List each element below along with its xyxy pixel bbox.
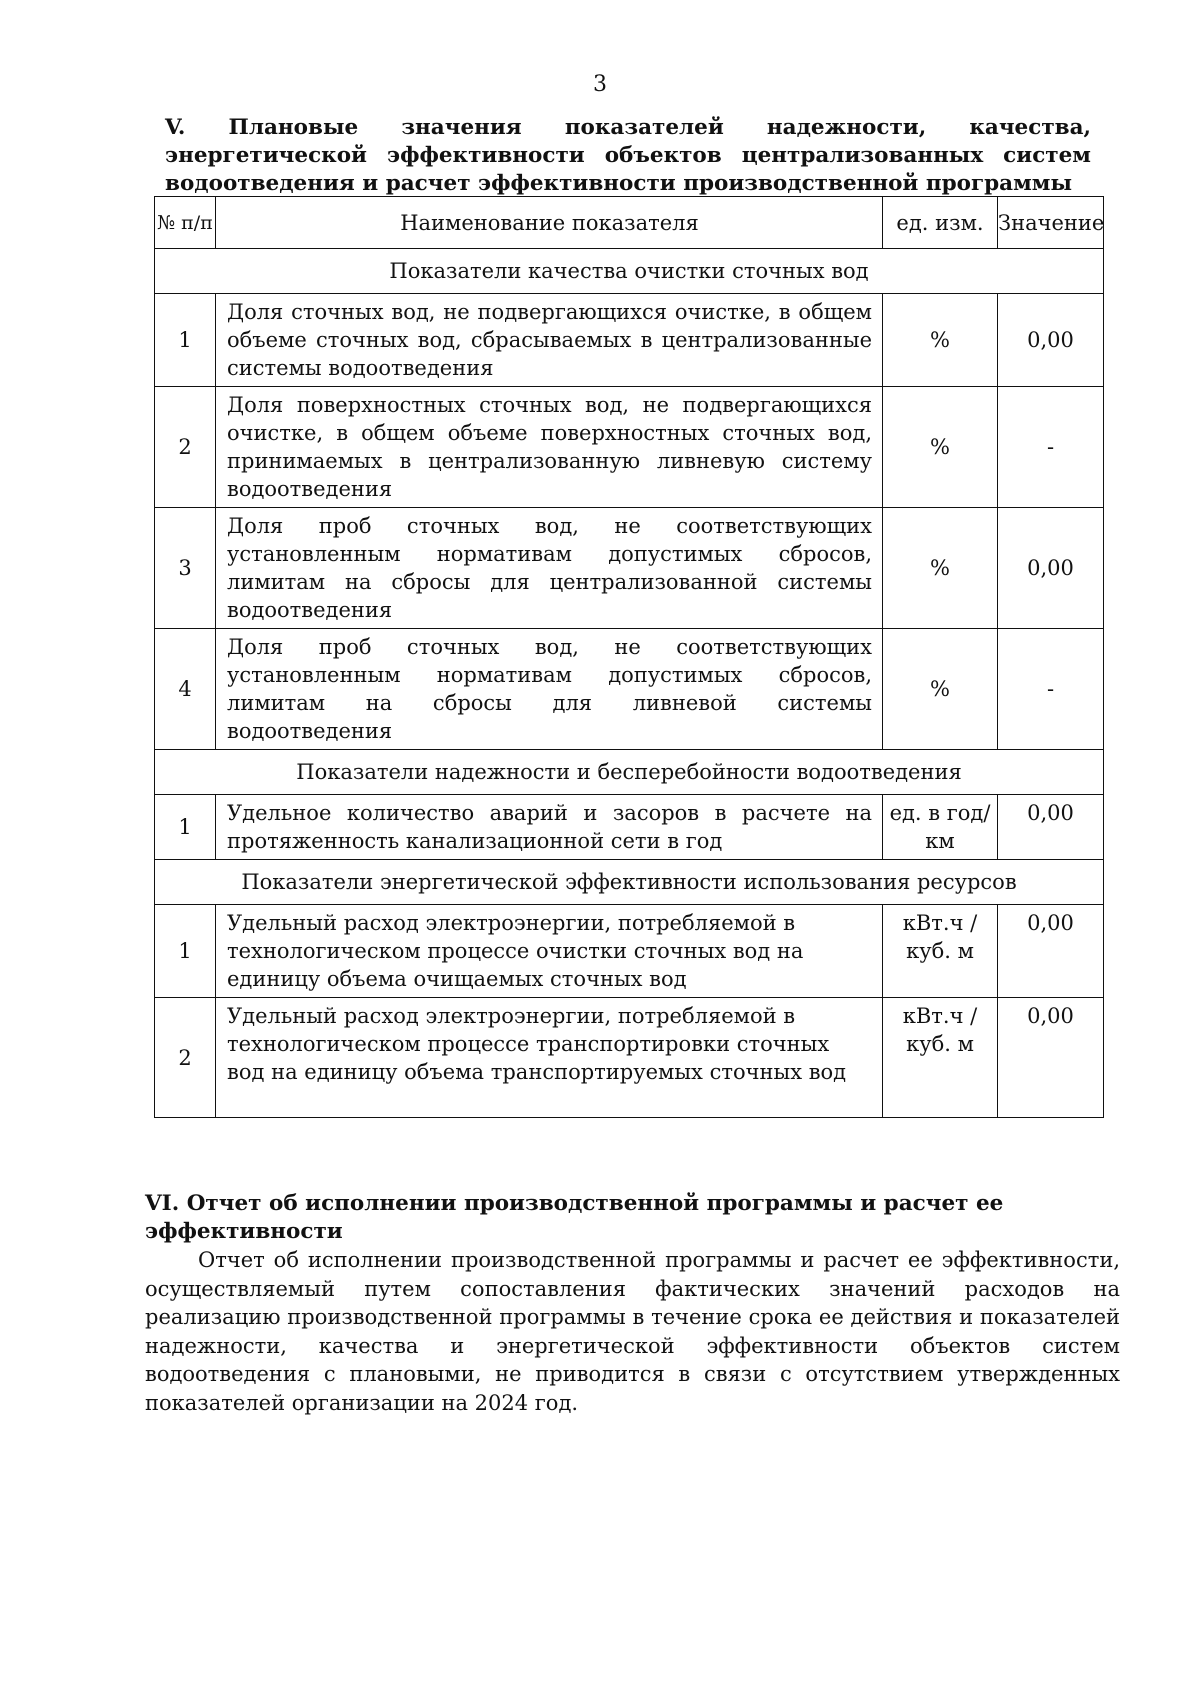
report-paragraph: Отчет об исполнении производственной программы и расчет ее эффективности, осуществляемый путем сопоставления фактических значений расходов на реализацию производственной программы в течение срока ее действия и показателей надежности, качества и энергетической эффективности объектов систем водоотведения с плановыми, не приводится в связи с отсутствием утвержденных показателей организации на 2024 год. [145, 1248, 1120, 1415]
header-name: Наименование показателя [216, 197, 883, 249]
page-number: 3 [593, 72, 607, 97]
row-num: 2 [155, 387, 216, 508]
row-num: 4 [155, 629, 216, 750]
row-unit: кВт.ч / куб. м [883, 998, 998, 1118]
row-name: Доля проб сточных вод, не соответствующих установленным нормативам допустимых сбросов, лимитам на сбросы для ливневой системы водоотведения [216, 629, 883, 750]
table-row [155, 795, 1104, 860]
indicators-table [154, 196, 1104, 1118]
row-num: 1 [155, 294, 216, 387]
row-unit: % [883, 629, 998, 750]
group-title-energy: Показатели энергетической эффективности использования ресурсов [155, 860, 1104, 905]
row-name: Доля сточных вод, не подвергающихся очистке, в общем объеме сточных вод, сбрасываемых в централизованные системы водоотведения [216, 294, 883, 387]
row-unit: кВт.ч / куб. м [883, 905, 998, 998]
row-num: 1 [155, 905, 216, 998]
group-row [155, 750, 1104, 795]
row-value: 0,00 [998, 508, 1104, 629]
table-row [155, 629, 1104, 750]
table-row [155, 998, 1104, 1118]
row-name: Удельный расход электроэнергии, потребляемой в технологическом процессе транспортировки сточных вод на единицу объема транспортируемых сточных вод [216, 998, 883, 1118]
row-num: 2 [155, 998, 216, 1118]
row-name: Удельный расход электроэнергии, потребляемой в технологическом процессе очистки сточных вод на единицу объема очищаемых сточных вод [216, 905, 883, 998]
table-header-row [155, 197, 1104, 249]
group-row [155, 249, 1104, 294]
row-value: - [998, 629, 1104, 750]
row-unit: ед. в год/ км [883, 795, 998, 860]
group-title-quality: Показатели качества очистки сточных вод [155, 249, 1104, 294]
table-row [155, 387, 1104, 508]
table-row [155, 294, 1104, 387]
row-name: Доля поверхностных сточных вод, не подвергающихся очистке, в общем объеме поверхностных сточных вод, принимаемых в централизованную ливневую систему водоотведения [216, 387, 883, 508]
row-value: 0,00 [998, 998, 1104, 1118]
row-name: Доля проб сточных вод, не соответствующих установленным нормативам допустимых сбросов, лимитам на сбросы для централизованной системы водоотведения [216, 508, 883, 629]
row-unit: % [883, 387, 998, 508]
group-row [155, 860, 1104, 905]
row-num: 3 [155, 508, 216, 629]
header-value: Значение [998, 197, 1104, 249]
row-value: - [998, 387, 1104, 508]
row-num: 1 [155, 795, 216, 860]
row-unit: % [883, 294, 998, 387]
header-unit: ед. изм. [883, 197, 998, 249]
row-name: Удельное количество аварий и засоров в расчете на протяженность канализационной сети в год [216, 795, 883, 860]
row-unit: % [883, 508, 998, 629]
row-value: 0,00 [998, 795, 1104, 860]
row-value: 0,00 [998, 905, 1104, 998]
table-row [155, 508, 1104, 629]
header-num: № п/п [155, 197, 216, 249]
table-row [155, 905, 1104, 998]
section-5-heading: V. Плановые значения показателей надежности, качества, энергетической эффективности объектов централизованных систем водоотведения и расчет эффективности производственной программы [165, 115, 1091, 196]
group-title-reliability: Показатели надежности и бесперебойности водоотведения [155, 750, 1104, 795]
row-value: 0,00 [998, 294, 1104, 387]
section-6-heading: VI. Отчет об исполнении производственной программы и расчет ее эффективности [145, 1191, 1004, 1244]
